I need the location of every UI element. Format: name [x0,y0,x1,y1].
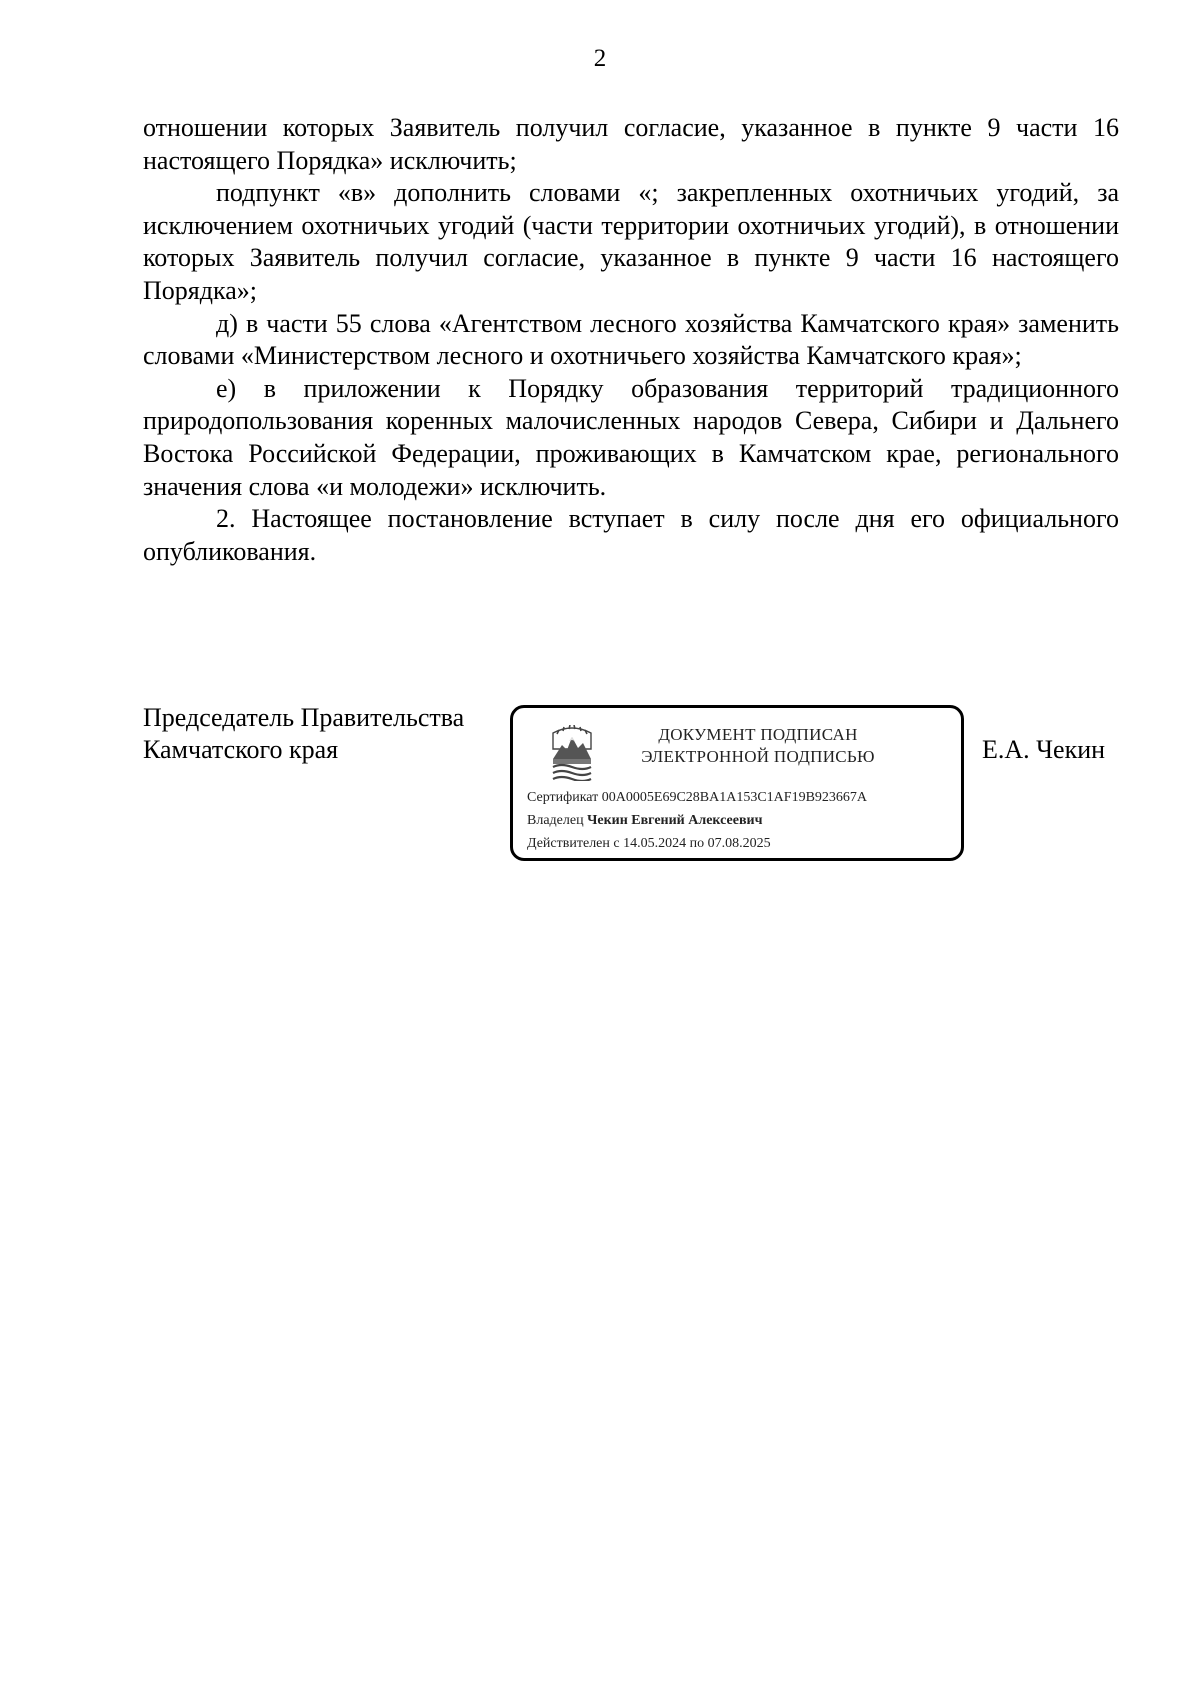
document-body [143,112,1119,568]
stamp-owner-value: Чекин Евгений Алексеевич [587,813,763,828]
paragraph-continuation: отношении которых Заявитель получил согласие, указанное в пункте 9 части 16 настоящего Порядка» исключить; [143,113,1119,175]
signer-name: Е.А. Чекин [982,735,1106,764]
stamp-title-line1: ДОКУМЕНТ ПОДПИСАН [658,725,858,744]
stamp-certificate-value: 00A0005E69C28BA1A153C1AF19B923667A [601,790,868,805]
stamp-certificate-label: Сертификат [527,790,599,805]
kamchatka-coat-of-arms-icon [549,725,595,781]
page-number: 2 [593,45,607,72]
stamp-valid-label: Действителен с [527,836,620,851]
stamp-title-line2: ЭЛЕКТРОННОЙ ПОДПИСЬЮ [641,747,875,766]
stamp-certificate-row [527,786,867,809]
stamp-owner-row [527,809,867,832]
stamp-valid-to-label: по [689,836,705,851]
paragraph-item-2: 2. Настоящее постановление вступает в силу после дня его официального опубликования. [143,504,1119,566]
paragraph-item-d: д) в части 55 слова «Агентством лесного хозяйства Камчатского края» заменить словами «Министерством лесного и охотничьего хозяйства Камчатского края»; [143,308,1119,371]
stamp-owner-label: Владелец [527,813,584,828]
stamp-title [613,724,903,768]
paragraph-subitem-v: подпункт «в» дополнить словами «; закрепленных охотничьих угодий, за исключением охотничьих угодий (части территории охотничьих угодий), в отношении которых Заявитель получил согласие, указанное в пункте 9 части 16 настоящего Порядка»; [143,178,1119,305]
paragraph-item-e: е) в приложении к Порядку образования территорий традиционного природопользования коренных малочисленных народов Севера, Сибири и Дальнего Востока Российской Федерации, проживающих в Камчатском крае, регионального значения слова «и молодежи» исключить. [143,373,1119,501]
stamp-valid-to: 07.08.2025 [707,836,771,851]
signer-position-line1: Председатель Правительства [143,703,465,732]
signer-position-line2: Камчатского края [143,735,339,764]
stamp-validity-row [527,832,867,855]
electronic-signature-stamp [510,705,964,861]
signer-position [143,702,464,766]
stamp-valid-from: 14.05.2024 [623,836,687,851]
stamp-details [527,786,867,855]
